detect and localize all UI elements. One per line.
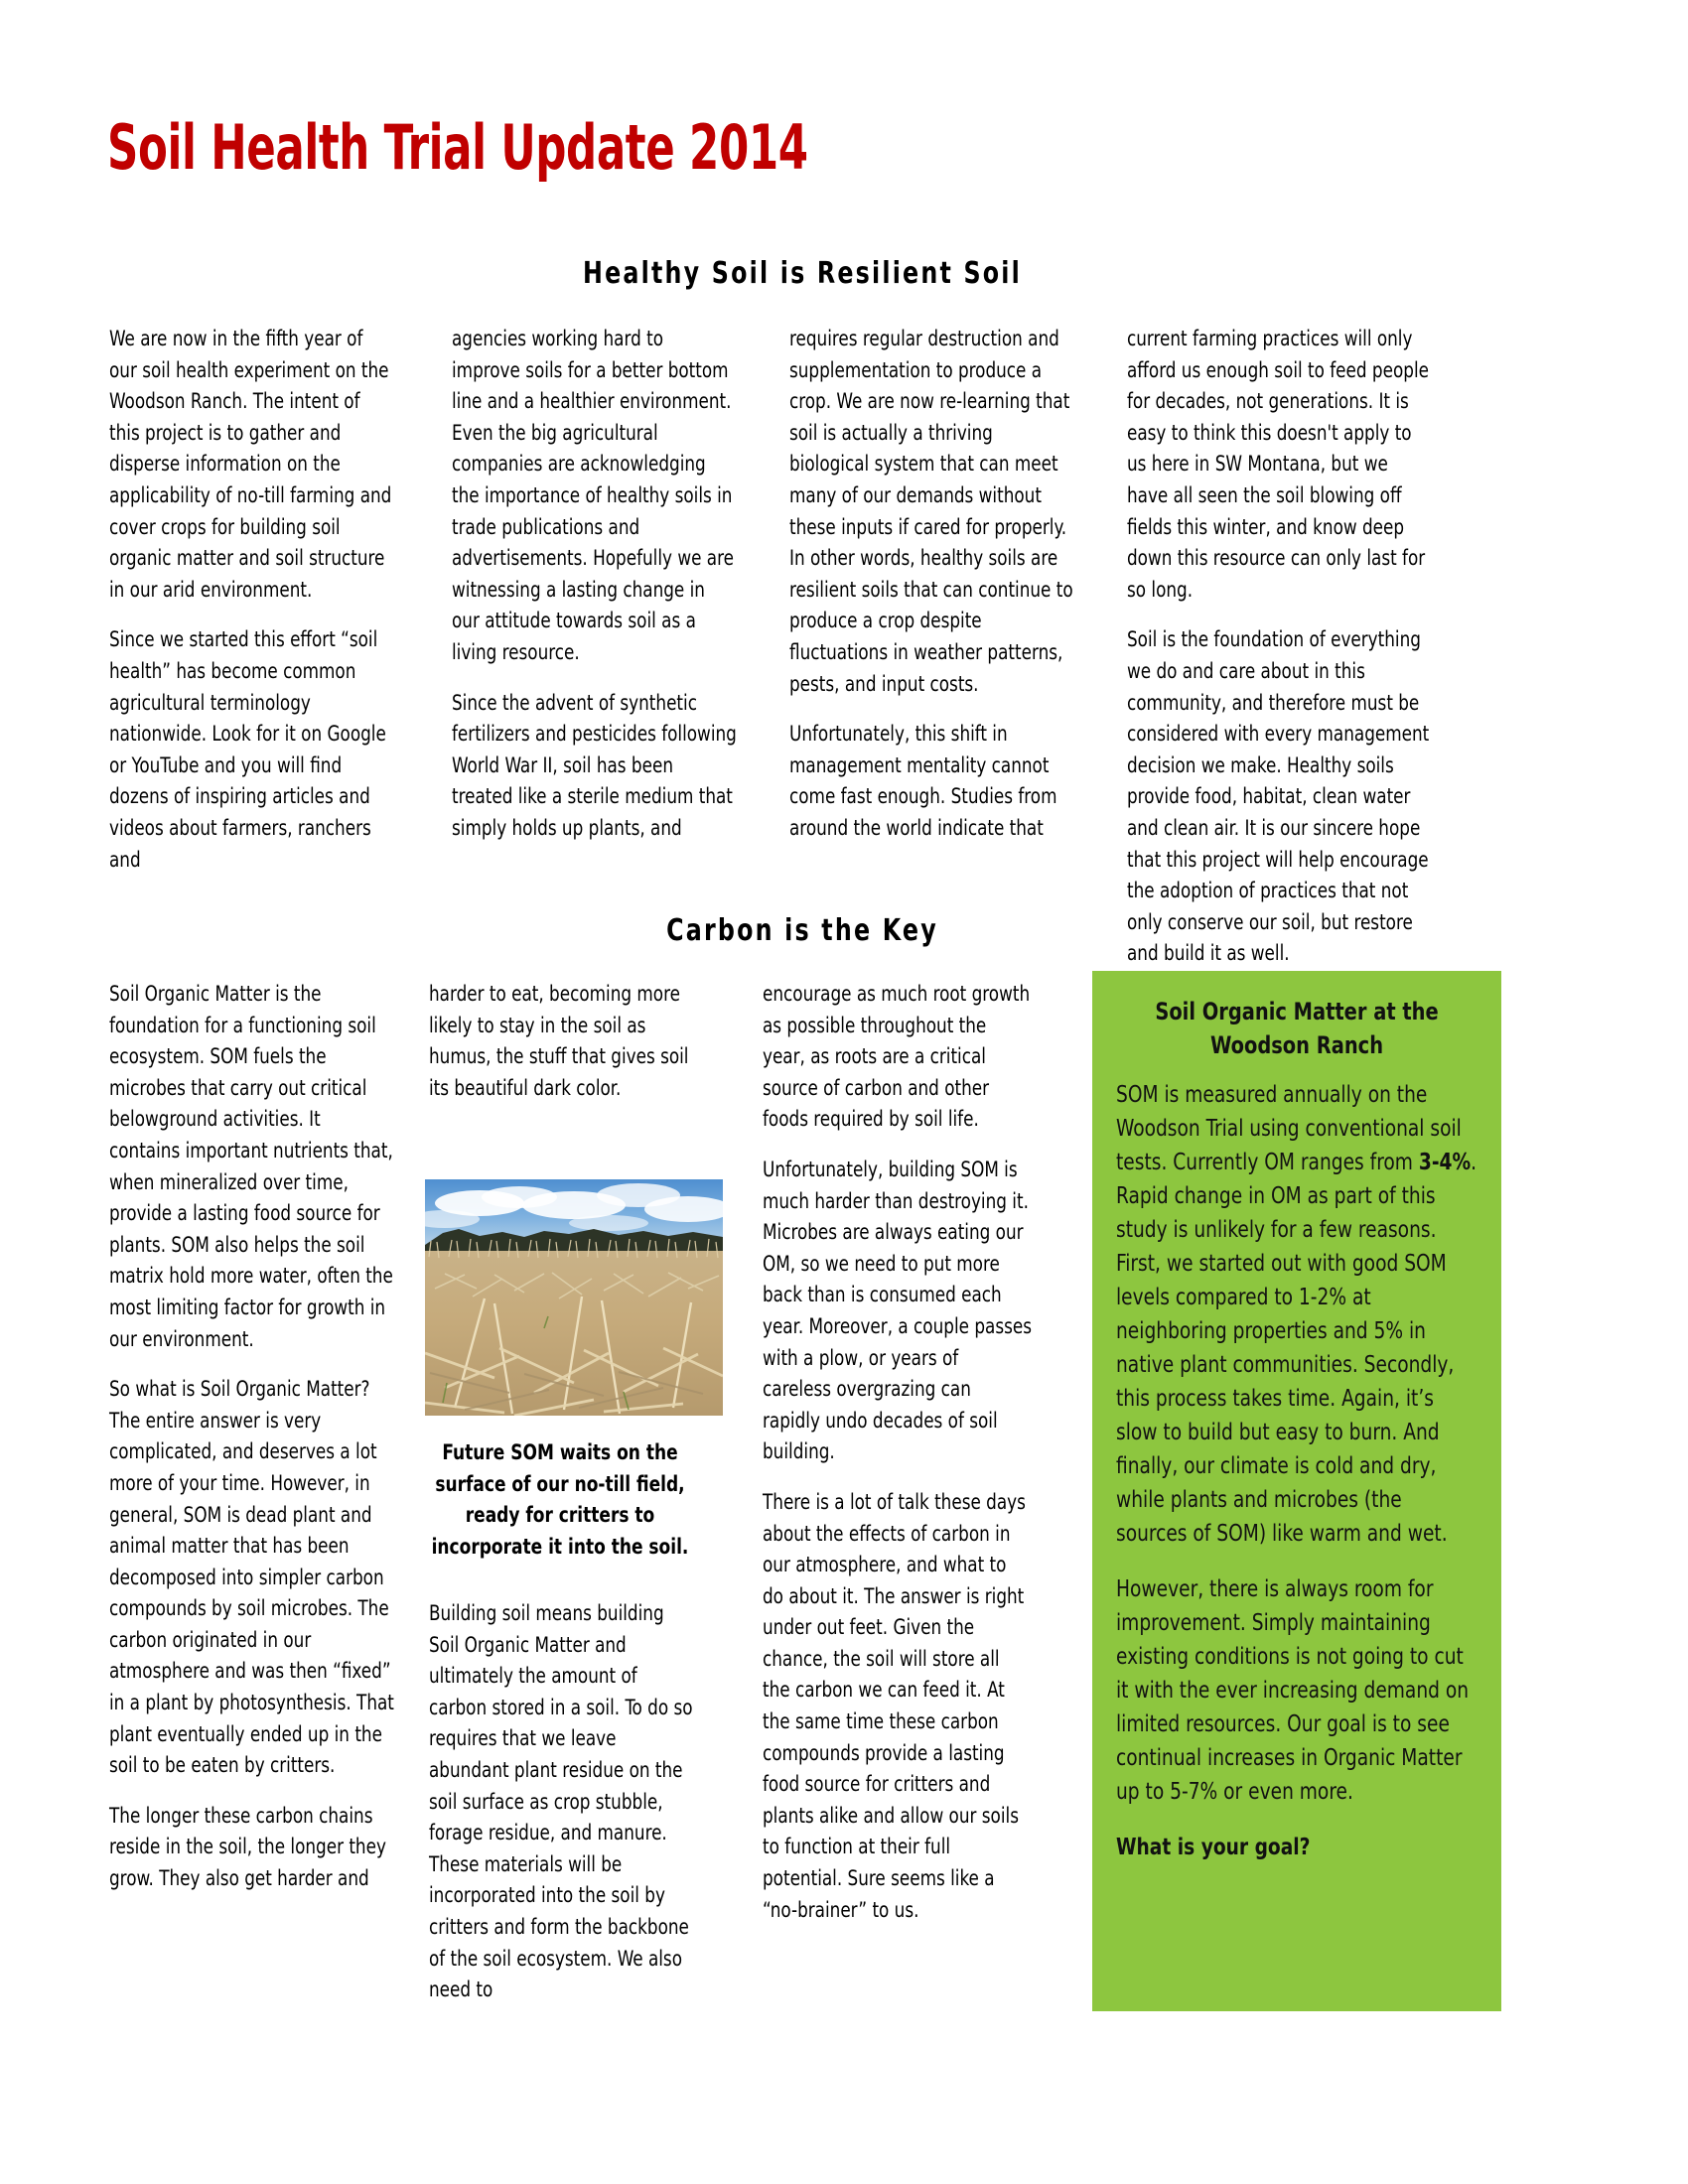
paragraph: Since the advent of synthetic fertilizers and pesticides following World War II, soil has been treated like a sterile medium that simply holds up plants, and: [452, 690, 737, 841]
paragraph: harder to eat, becoming more likely to stay in the soil as humus, the stuff that gives soil its beautiful dark color.: [429, 982, 689, 1101]
paragraph: However, there is always room for improvement. Simply maintaining existing conditions is not going to cut it with the ever increasing demand on limited resources. Our goal is to see continual increases in Organic Matter up to 5-7% or even more.: [1116, 1576, 1470, 1805]
som-range-value: 3-4%: [1418, 1150, 1472, 1175]
paragraph: Unfortunately, this shift in management mentality cannot come fast enough. Studies from around the world indicate that: [789, 722, 1057, 841]
article-column-2: [452, 324, 737, 845]
paragraph: Soil Organic Matter is the foundation for a functioning soil ecosystem. SOM fuels the microbes that carry out critical belowground activities. It contains important nutrients that, when mineralized over time, provide a lasting food source for plants. SOM also helps the soil matrix hold more water, often the most limiting factor for growth in our environment.: [109, 982, 393, 1352]
paragraph: agencies working hard to improve soils for a better bottom line and a healthier environment. Even the big agricultural companies are acknowledging the importance of healthy soils in trade publications and advertisements. Hopefully we are witnessing a lasting change in our attitude towards soil as a living resource.: [452, 327, 734, 665]
paragraph: requires regular destruction and supplementation to produce a crop. We are now re-learning that soil is actually a thriving biological system that can meet many of our demands without these inputs if cared for properly. In other words, healthy soils are resilient soils that can continue to produce a crop despite fluctuations in weather patterns, pests, and input costs.: [789, 327, 1073, 697]
article-column-7: [763, 979, 1032, 1926]
sidebar-p1-part-a: SOM is measured annually on the Woodson Trial using conventional soil tests. Currently OM ranges from: [1116, 1082, 1462, 1175]
page-title: Soil Health Trial Update 2014: [107, 111, 808, 184]
paragraph: current farming practices will only afford us enough soil to feed people for decades, not generations. It is easy to think this doesn't apply to us here in SW Montana, but we have all seen the soil blowing off fields this winter, and know deep down this resource can only last for so long.: [1127, 327, 1429, 603]
sidebar-title: [1134, 995, 1460, 1062]
sidebar-p1-part-b: . Rapid change in OM as part of this study is unlikely for a few reasons. First, we started out with good SOM levels compared to 1-2% at neighboring properties and 5% in native plant communities. Secondly, this process takes time. Again, it’s slow to build but easy to burn. And finally, our climate is cold and dry, while plants and microbes (the sources of SOM) like warm and wet.: [1116, 1150, 1477, 1547]
sidebar-title-line-1: Soil Organic Matter at the: [1155, 998, 1439, 1025]
paragraph: Soil is the foundation of everything we do and care about in this community, and therefore must be considered with every management decision we make. Healthy soils provide food, habitat, clean water and clean air. It is our sincere hope that this project will help encourage the adoption of practices that not only conserve our soil, but restore and build it as well.: [1127, 627, 1430, 967]
sidebar-goal-question: What is your goal?: [1116, 1835, 1311, 1860]
paragraph: So what is Soil Organic Matter? The entire answer is very complicated, and deserves a lot more of your time. However, in general, SOM is dead plant and animal matter that has been decomposed into simpler carbon compounds by soil microbes. The carbon originated in our atmosphere and was then “fixed” in a plant by photosynthesis. That plant eventually ended up in the soil to be eaten by critters.: [109, 1377, 394, 1779]
article-column-4: [1127, 324, 1434, 970]
paragraph: Unfortunately, building SOM is much harder than destroying it. Microbes are always eating our OM, so we need to put more back than is consumed each year. Moreover, a couple passes with a plow, or years of careless overgrazing can rapidly undo decades of soil building.: [763, 1157, 1032, 1465]
paragraph: Since we started this effort “soil health” has become common agricultural terminology nationwide. Look for it on Google or YouTube and you will find dozens of inspiring articles and videos about farmers, ranchers and: [109, 627, 386, 873]
sidebar-title-line-2: Woodson Ranch: [1209, 1031, 1384, 1059]
article-column-1: [109, 324, 394, 876]
paragraph: We are now in the fifth year of our soil health experiment on the Woodson Ranch. The intent of this project is to gather and disperse information on the applicability of no-till farming and cover crops for building soil organic matter and soil structure in our arid environment.: [109, 327, 392, 603]
paragraph: encourage as much root growth as possible throughout the year, as roots are a critical source of carbon and other foods required by soil life.: [763, 982, 1031, 1133]
article-column-6-bottom: [429, 1598, 697, 2006]
section-heading-healthy-soil: Healthy Soil is Resilient Soil: [583, 256, 1022, 291]
paragraph: The longer these carbon chains reside in the soil, the longer they grow. They also get harder and: [109, 1803, 386, 1892]
section-heading-carbon-is-the-key: Carbon is the Key: [666, 913, 938, 948]
field-photo: [425, 1179, 723, 1416]
paragraph: There is a lot of talk these days about the effects of carbon in our atmosphere, and what to do about it. The answer is right under out feet. Given the chance, the soil will store all the carbon we can feed it. At the same time these carbon compounds provide a lasting food source for critters and plants alike and allow our soils to function at their full potential. Sure seems like a “no-brainer” to us.: [763, 1489, 1026, 1923]
article-column-5: [109, 979, 394, 1895]
no-till-field-photo-image: [425, 1179, 723, 1416]
article-column-6-top: [429, 979, 697, 1104]
photo-caption: Future SOM waits on the surface of our no-till field, ready for critters to incorporate it into the soil.: [431, 1440, 689, 1560]
article-column-3: [789, 324, 1076, 845]
paragraph: Building soil means building Soil Organic Matter and ultimately the amount of carbon stored in a soil. To do so requires that we leave abundant plant residue on the soil surface as crop stubble, forage residue, and manure. These materials will be incorporated into the soil by critters and form the backbone of the soil ecosystem. We also need to: [429, 1601, 693, 2003]
sidebar-body: [1116, 1078, 1477, 1864]
masthead: [107, 111, 1497, 184]
sidebar-soil-organic-matter: [1092, 971, 1501, 2011]
paragraph: [1116, 1078, 1477, 1551]
